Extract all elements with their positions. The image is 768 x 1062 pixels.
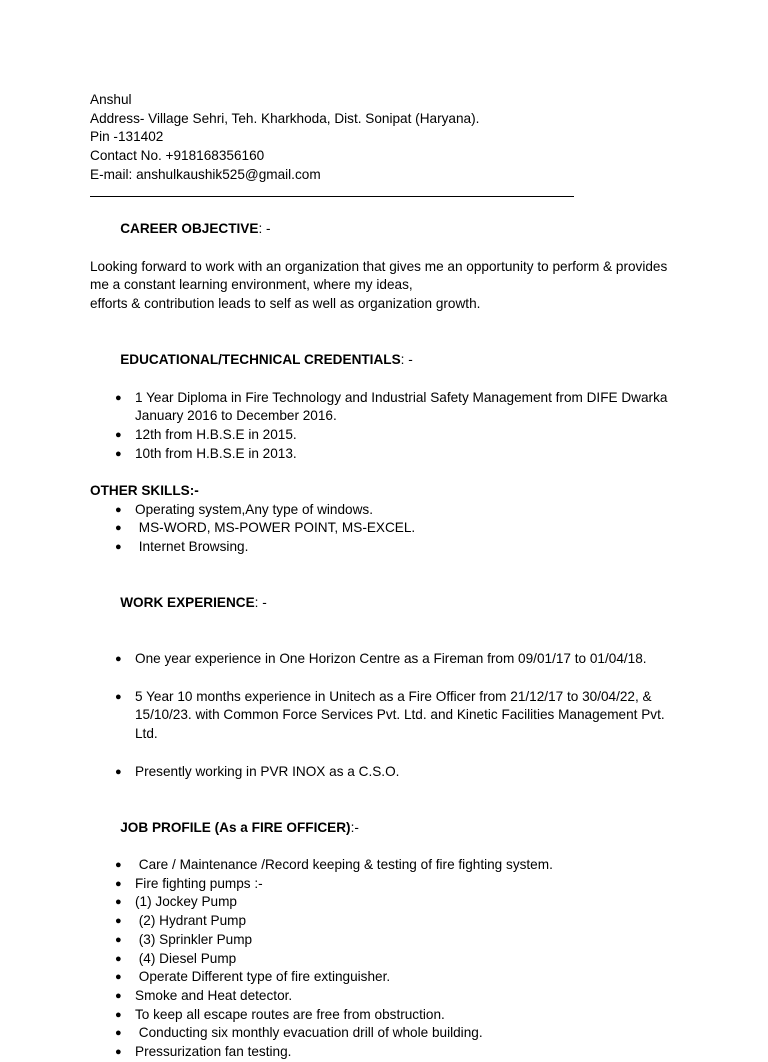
career-objective-line: efforts & contribution leads to self as well as organization growth. [90,296,481,312]
bullet-icon: ● [115,877,122,890]
job-profile-item: ● (1) Jockey Pump [90,893,690,912]
job-profile-section [90,800,690,1062]
skill-item: ● Internet Browsing. [90,538,690,557]
bullet-icon: ● [115,989,122,1002]
career-objective-heading: CAREER OBJECTIVE [120,221,259,237]
education-section [90,332,690,463]
job-profile-item: ● Conducting six monthly evacuation drill of whole building. [90,1024,690,1043]
job-profile-item: ● Operate Different type of fire extinguisher. [90,968,690,987]
bullet-icon: ● [115,933,122,946]
bullet-icon: ● [115,952,122,965]
job-profile-item: ● Fire fighting pumps :- [90,875,690,894]
career-objective-section [90,202,690,314]
bullet-icon: ● [115,653,122,666]
work-experience-section [90,576,690,782]
job-profile-item: ● To keep all escape routes are free from obstruction. [90,1006,690,1025]
education-heading: EDUCATIONAL/TECHNICAL CREDENTIALS [120,352,401,368]
job-profile-item: ● Pressurization fan testing. [90,1043,690,1062]
job-profile-item: ● (2) Hydrant Pump [90,912,690,931]
skills-heading: OTHER SKILLS:- [90,483,199,499]
bullet-icon: ● [115,1008,122,1021]
education-item: ● 1 Year Diploma in Fire Technology and Industrial Safety Management from DIFE Dwarka January 2016 to December 2016. [115,389,668,424]
candidate-name: Anshul [90,92,132,107]
career-objective-line: Looking forward to work with an organization that gives me an opportunity to perform & provides [90,258,668,274]
career-objective-line: me a constant learning environment, where my ideas, [90,277,413,293]
job-profile-heading-suffix: :- [350,819,359,835]
address-line: Address- Village Sehri, Teh. Kharkhoda, Dist. Sonipat (Haryana). [90,110,480,126]
career-objective-heading-suffix: : - [258,221,271,237]
contact-block [90,91,690,185]
bullet-icon: ● [115,541,122,554]
job-profile-item: ● (3) Sprinkler Pump [90,931,690,950]
experience-item: ● Presently working in PVR INOX as a C.S.O. [90,763,690,782]
bullet-icon: ● [115,896,122,909]
horizontal-rule [90,196,574,197]
bullet-icon: ● [115,765,122,778]
bullet-icon: ● [115,447,122,460]
job-profile-item: ● Care / Maintenance /Record keeping & testing of fire fighting system. [90,856,690,875]
bullet-icon: ● [115,503,122,516]
job-profile-heading: JOB PROFILE (As a FIRE OFFICER) [120,819,351,835]
work-experience-heading: WORK EXPERIENCE [120,595,255,611]
bullet-icon: ● [115,391,122,404]
skill-item: ● Operating system,Any type of windows. [90,501,690,520]
bullet-icon: ● [115,1027,122,1040]
bullet-icon: ● [115,428,122,441]
skills-section [90,482,690,557]
work-experience-list [90,650,690,669]
resume-content [90,91,690,1062]
work-experience-heading-suffix: : - [254,595,267,611]
work-experience-list-3 [90,763,690,782]
bullet-icon: ● [115,690,122,703]
bullet-icon: ● [115,859,122,872]
education-item: ● 10th from H.B.S.E in 2013. [90,445,690,464]
bullet-icon: ● [115,915,122,928]
experience-item: ● One year experience in One Horizon Centre as a Fireman from 09/01/17 to 01/04/18. [90,650,690,669]
job-profile-item: ● Smoke and Heat detector. [90,987,690,1006]
skill-item: ● MS-WORD, MS-POWER POINT, MS-EXCEL. [90,519,690,538]
job-profile-item: ● (4) Diesel Pump [90,950,690,969]
contact-line: Contact No. +918168356160 [90,148,265,164]
bullet-icon: ● [115,971,122,984]
job-profile-list [90,856,690,1062]
experience-item: ● 5 Year 10 months experience in Unitech as a Fire Officer from 21/12/17 to 30/04/22, & 15/10/23. with Common Force Services Pvt. Ltd. and Kinetic Facilities Management Pvt. Ltd. [115,688,665,742]
work-experience-list-2 [90,688,690,744]
email-line: E-mail: anshulkaushik525@gmail.com [90,166,321,182]
education-list [90,389,690,464]
bullet-icon: ● [115,522,122,535]
pin-line: Pin -131402 [90,129,164,145]
education-heading-suffix: : - [400,352,413,368]
skills-list [90,501,690,557]
education-item: ● 12th from H.B.S.E in 2015. [90,426,690,445]
bullet-icon: ● [115,1046,122,1059]
